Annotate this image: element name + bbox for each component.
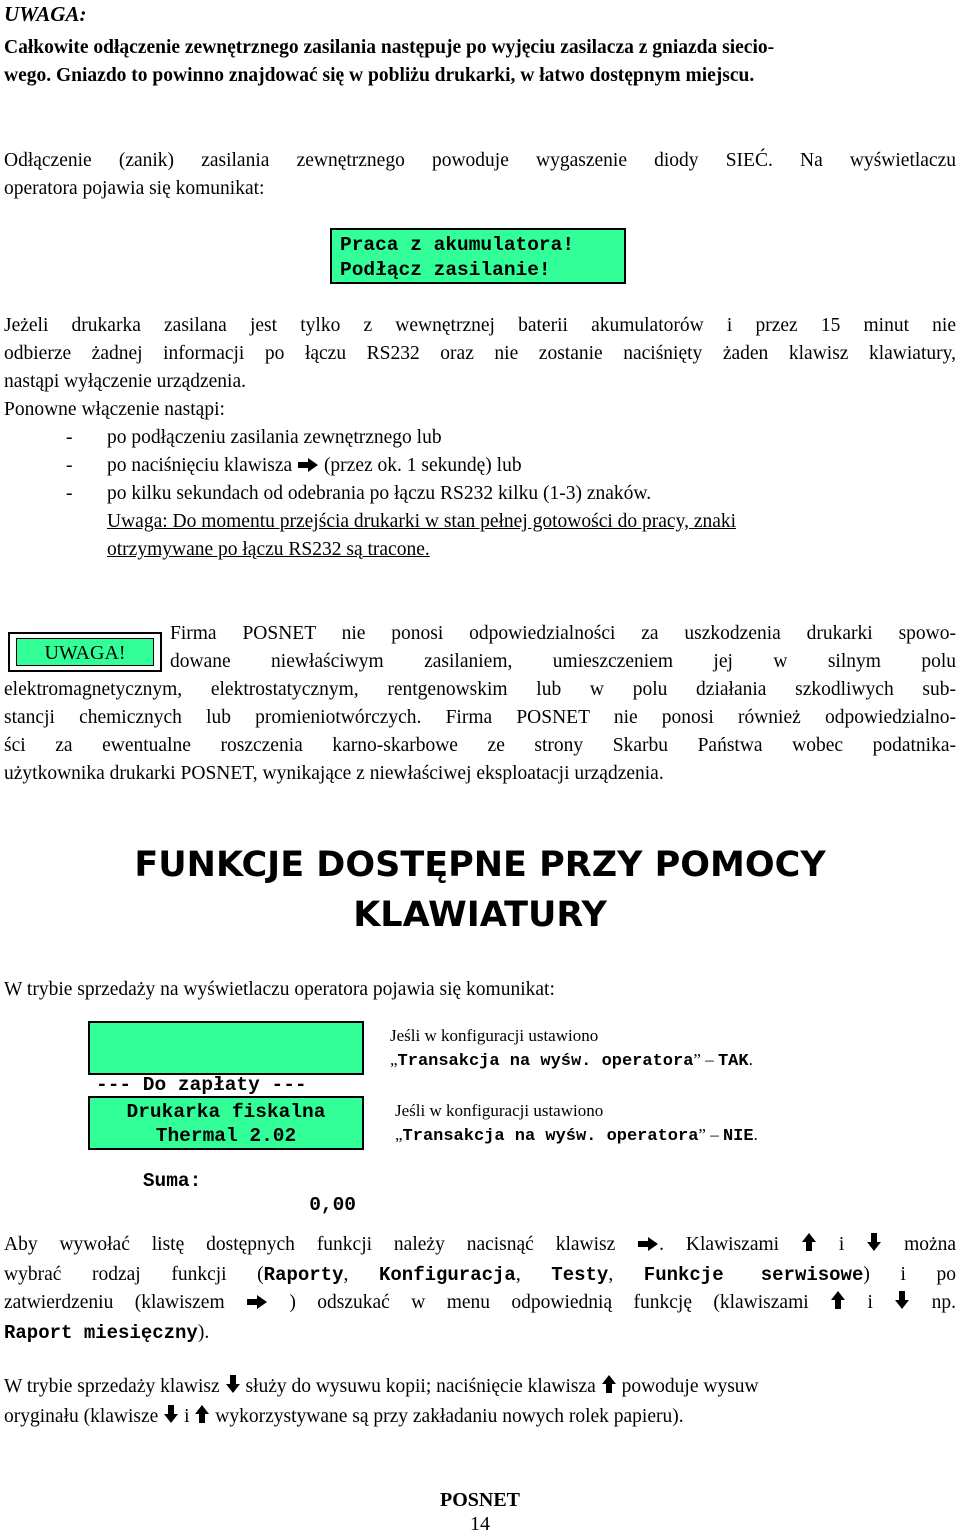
arrow-up-icon [194, 1404, 210, 1433]
option-name: Transakcja na wyśw. operatora [397, 1052, 694, 1071]
list-dash: - [66, 455, 73, 476]
liability-line-2: dowane niewłaściwym zasilaniem, umieszczeniem jej w silnym polu [170, 651, 956, 672]
option-name: Transakcja na wyśw. operatora [402, 1127, 699, 1146]
keys-text: . Klawiszami [659, 1234, 780, 1255]
page-number: 14 [470, 1513, 490, 1535]
paper-feed-paragraph [4, 1373, 956, 1433]
quote-open: „ [390, 1050, 398, 1069]
display-payment-line-1: --- Do zapłaty --- [96, 1074, 307, 1096]
arrow-down-icon [866, 1232, 882, 1261]
display-idle-line-1: Drukarka fiskalna [126, 1101, 326, 1123]
list-item [4, 480, 956, 508]
list-item [4, 424, 956, 452]
warning-line-1: Całkowite odłączenie zewnętrznego zasilania następuje po wyjęciu zasilacza z gniazda siecio- [4, 37, 775, 58]
keys-text: wybrać rodzaj funkcji ( [4, 1264, 264, 1285]
battery-line-1: Jeżeli drukarka zasilana jest tylko z wewnętrznej baterii akumulatorów i przez 15 minut nie [4, 315, 956, 336]
section-title-line-1: FUNKCJE DOSTĘPNE PRZY POMOCY [134, 845, 826, 885]
liability-paragraph [4, 676, 956, 788]
power-loss-line-1: Odłączenie (zanik) zasilania zewnętrznego powoduje wygaszenie diody SIEĆ. Na wyświetlaczu [4, 150, 956, 171]
arrow-down-icon [225, 1374, 241, 1403]
keys-text: zatwierdzeniu (klawiszem [4, 1292, 225, 1313]
config-note-option [395, 1123, 758, 1149]
period: . [748, 1050, 753, 1069]
arrow-up-icon [801, 1232, 817, 1261]
quote-open: „ [395, 1125, 403, 1144]
list-item-text [107, 452, 522, 482]
keys-text: można [904, 1234, 957, 1255]
uwaga-label: UWAGA! [16, 638, 154, 666]
section-title-line-2: KLAWIATURY [353, 895, 607, 935]
period: . [753, 1125, 758, 1144]
warning-line-2: wego. Gniazdo to powinno znajdować się w pobliżu drukarki, w łatwo dostępnym miejscu. [4, 65, 755, 86]
sum-label: Suma: [142, 1170, 202, 1192]
note-line-1: Uwaga: Do momentu przejścia drukarki w stan pełnej gotowości do pracy, znaki [107, 511, 737, 532]
list-note [4, 508, 956, 536]
paper-text: oryginału (klawisze [4, 1406, 159, 1427]
restart-list [4, 424, 956, 564]
keys-line-3 [4, 1289, 956, 1319]
list-note [4, 536, 956, 564]
battery-paragraph [4, 312, 956, 424]
battery-line-2: odbierze żadnej informacji po łączu RS232 oraz nie zostanie naciśnięty żaden klawisz klawiatury, [4, 343, 956, 364]
keys-text: Aby wywołać listę dostępnych funkcji należy nacisnąć klawisz [4, 1234, 616, 1255]
list-dash: - [66, 483, 73, 504]
arrow-right-icon [246, 1291, 268, 1319]
paper-line-1 [4, 1373, 956, 1403]
battery-line-3: nastąpi wyłączenie urządzenia. [4, 371, 246, 392]
function-serwisowe: Funkcje serwisowe [643, 1264, 864, 1286]
quote-close: ” [693, 1050, 701, 1069]
list-item-text: po podłączeniu zasilania zewnętrznego lub [107, 427, 442, 448]
quote-close: ” [698, 1125, 706, 1144]
list-dash: - [66, 427, 73, 448]
function-testy: Testy [551, 1264, 609, 1286]
liability-line-4: stancji chemicznych lub promieniotwórczych. Firma POSNET nie ponosi również odpowiedzialno- [4, 707, 956, 728]
power-loss-paragraph [4, 147, 956, 203]
paper-text: W trybie sprzedaży klawisz [4, 1376, 220, 1397]
keys-text: ) i po [863, 1264, 957, 1285]
list-item-2-a: po naciśnięciu klawisza [107, 455, 293, 476]
warning-text [4, 34, 956, 90]
arrow-right-icon [637, 1233, 659, 1261]
display-payment-line-2 [96, 1145, 362, 1241]
sum-value: 0,00 [309, 1194, 356, 1216]
dash: – [700, 1050, 718, 1069]
display-line-1: Praca z akumulatora! [340, 234, 575, 256]
function-keys-paragraph [4, 1231, 956, 1347]
section-title [0, 840, 960, 940]
list-item-2-b: (przez ok. 1 sekundę) lub [323, 455, 522, 476]
option-value: NIE [722, 1127, 754, 1146]
config-note-tak [390, 1024, 753, 1074]
liability-line-5: ści za ewentualne roszczenia karno-skarbowe ze strony Skarbu Państwa wobec podatnika- [4, 735, 956, 756]
paper-line-2 [4, 1403, 956, 1433]
arrow-up-icon [830, 1290, 846, 1319]
paper-text: służy do wysuwu kopii; naciśnięcie klawisza [245, 1376, 596, 1397]
keys-line-1 [4, 1231, 956, 1261]
battery-line-4: Ponowne włączenie nastąpi: [4, 399, 225, 420]
footer-brand: POSNET [439, 1489, 521, 1511]
arrow-up-icon [601, 1374, 617, 1403]
liability-line-1: Firma POSNET nie ponosi odpowiedzialności za uszkodzenia drukarki spowo- [170, 623, 956, 644]
function-raporty: Raporty [263, 1264, 344, 1286]
keys-text: ). [197, 1322, 210, 1343]
power-loss-line-2: operatora pojawia się komunikat: [4, 178, 265, 199]
display-idle-line-2: Thermal 2.02 [155, 1125, 297, 1147]
paper-text: wykorzystywane są przy zakładaniu nowych rolek papieru). [215, 1406, 684, 1427]
display-battery-message [330, 228, 626, 284]
function-raport-miesieczny: Raport miesięczny [4, 1322, 198, 1344]
sep: , [515, 1264, 552, 1285]
arrow-down-icon [163, 1404, 179, 1433]
config-note-line: Jeśli w konfiguracji ustawiono [390, 1026, 599, 1045]
keys-text: i [867, 1292, 873, 1313]
dash: – [705, 1125, 723, 1144]
arrow-right-icon [297, 454, 319, 482]
uwaga-badge [8, 632, 162, 672]
config-note-nie [395, 1099, 758, 1149]
sale-mode-intro: W trybie sprzedaży na wyświetlaczu operatora pojawia się komunikat: [4, 979, 555, 1000]
arrow-down-icon [894, 1290, 910, 1319]
sep: , [608, 1264, 644, 1285]
warning-heading: UWAGA: [4, 2, 87, 26]
sep: , [343, 1264, 379, 1285]
config-note-option [390, 1048, 753, 1074]
function-konfiguracja: Konfiguracja [378, 1264, 516, 1286]
keys-text: ) odszukać w menu odpowiednią funkcję (klawiszami [289, 1292, 809, 1313]
note-line-2: otrzymywane po łączu RS232 są tracone. [107, 539, 430, 560]
paper-text: powoduje wysuw [621, 1376, 759, 1397]
display-line-2: Podłącz zasilanie! [340, 259, 551, 281]
list-item [4, 452, 956, 480]
keys-line-2 [4, 1261, 956, 1289]
display-idle [88, 1096, 364, 1150]
paper-text: i [184, 1406, 190, 1427]
liability-line-3: elektromagnetycznym, elektrostatycznym, rentgenowskim lub w polu działania szkodliwych sub- [4, 679, 956, 700]
liability-paragraph-top [170, 620, 956, 676]
list-item-text: po kilku sekundach od odebrania po łączu RS232 kilku (1-3) znaków. [107, 483, 652, 504]
liability-line-6: użytkownika drukarki POSNET, wynikające z niewłaściwej eksploatacji urządzenia. [4, 763, 664, 784]
config-note-line: Jeśli w konfiguracji ustawiono [395, 1101, 604, 1120]
keys-text: i [838, 1234, 845, 1255]
keys-text: np. [931, 1292, 957, 1313]
keys-line-4 [4, 1319, 956, 1347]
option-value: TAK [717, 1052, 749, 1071]
